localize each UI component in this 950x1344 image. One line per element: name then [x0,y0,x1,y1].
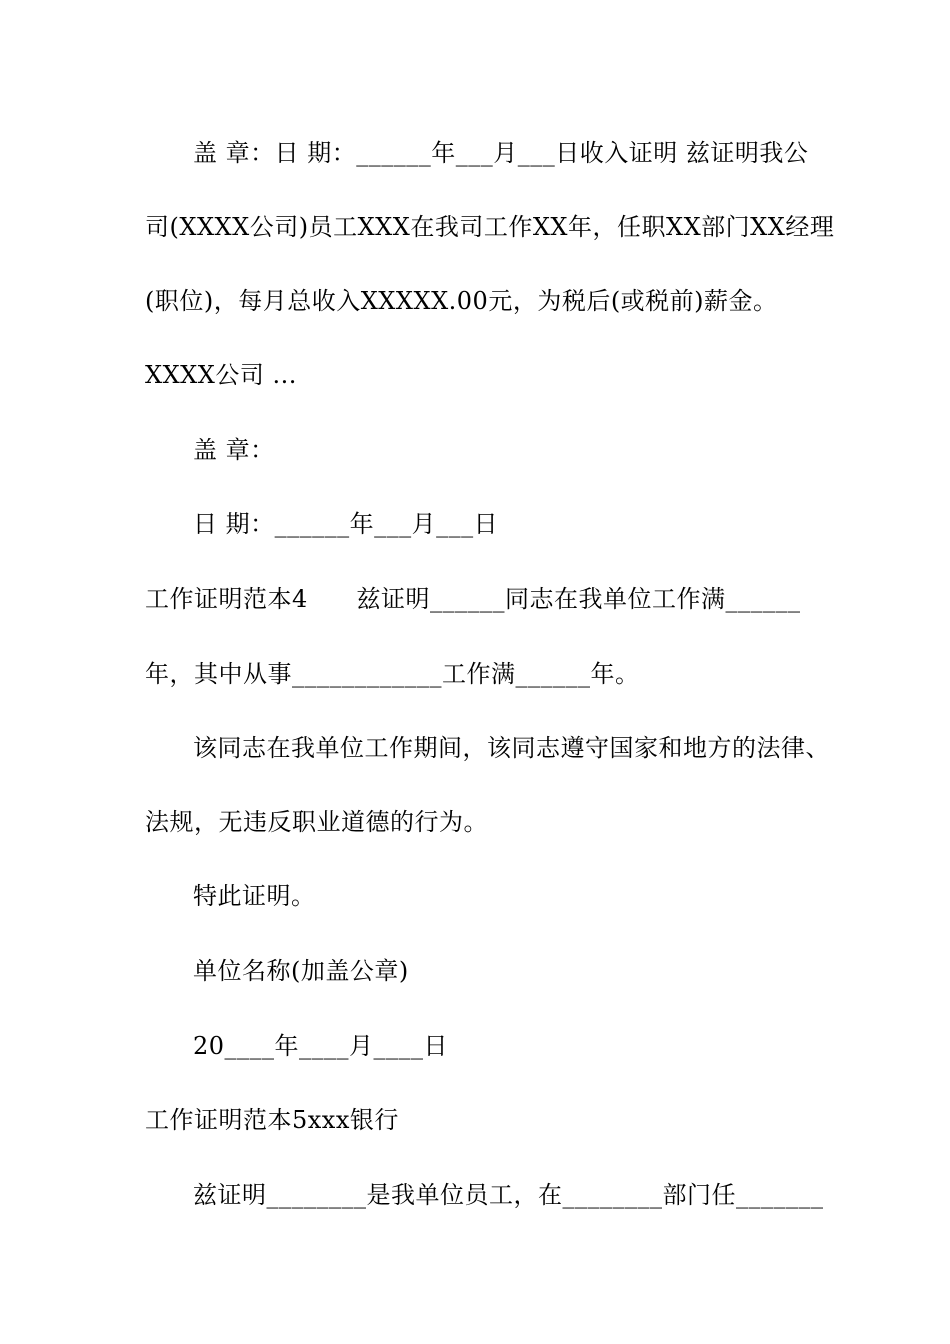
text-line: 法规，无违反职业道德的行为。 [145,808,488,836]
text-line: (职位)，每月总收入XXXXX.00元，为税后(或税前)薪金。 [145,287,778,315]
text-line: 该同志在我单位工作期间，该同志遵守国家和地方的法律、 [193,734,830,762]
text-line: 盖 章：日 期：______年___月___日收入证明 兹证明我公 [193,139,809,167]
date-line: 20____年____月____日 [193,1032,449,1060]
certification-statement: 特此证明。 [193,882,316,910]
seal-label: 盖 章： [193,436,275,464]
organization-name-label: 单位名称(加盖公章) [193,957,409,985]
date-line: 日 期：______年___月___日 [193,510,499,538]
section-heading-5: 工作证明范本5xxx银行 [145,1106,399,1134]
section-heading-4: 工作证明范本4 兹证明______同志在我单位工作满______ [145,585,801,613]
text-line: 司(XXXX公司)员工XXX在我司工作XX年，任职XX部门XX经理 [145,213,835,241]
text-line: XXXX公司 ... [145,361,297,389]
text-line: 年，其中从事____________工作满______年。 [145,660,640,688]
text-line: 兹证明________是我单位员工，在________部门任_______ [193,1181,824,1209]
